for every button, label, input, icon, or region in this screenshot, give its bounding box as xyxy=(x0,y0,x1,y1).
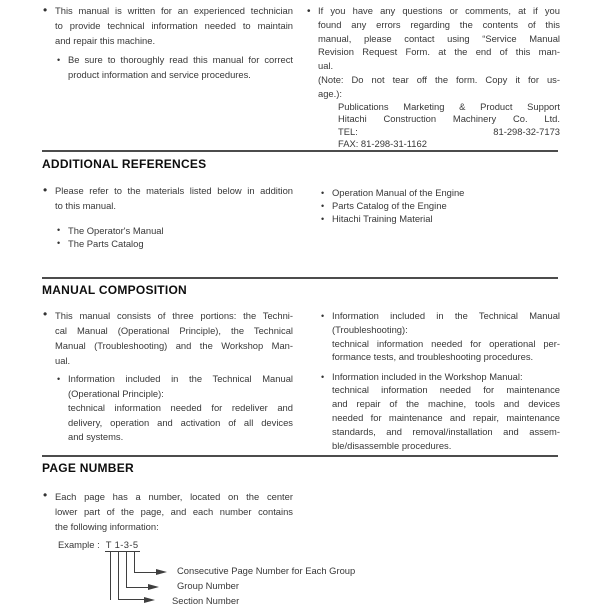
manual-composition-left-column xyxy=(43,308,293,445)
bullet-icon: • xyxy=(57,374,61,384)
manual-composition-subparagraph xyxy=(307,309,560,364)
bullet-icon: • xyxy=(57,224,61,235)
diagram-connector-line xyxy=(126,587,148,588)
bullet-icon: • xyxy=(321,371,325,382)
reference-list-item xyxy=(307,200,560,213)
intro-left-subparagraph-text: Be sure to thoroughly read this manual for correct product information and service procedures. xyxy=(68,54,293,81)
reference-list-item-label: The Operator's Manual xyxy=(68,224,164,236)
reference-list-item-label: The Parts Catalog xyxy=(68,237,144,249)
reference-list-item xyxy=(43,237,293,250)
intro-right-paragraph-text: If you have any questions or comments, at if you found any errors regarding the contents of this manual, please contact using “Service Manual Revision Request Form. at the end of this man- ual. (Note: Do not tear off the form. Copy it for us- age.): xyxy=(318,5,560,99)
additional-references-right-column xyxy=(307,187,560,225)
example-label: Example : xyxy=(58,539,100,550)
diagram-label-section-number: Section Number xyxy=(172,595,240,606)
manual-composition-subparagraph-text: Information included in the Technical Manual (Operational Principle): technical information needed for redeliver and delivery, operation and activation of all devices and systems. xyxy=(68,373,293,443)
intro-left-paragraph-text: This manual is written for an experienced technician to provide technical information needed to maintain and repair this machine. xyxy=(55,5,293,46)
section-divider-rule xyxy=(42,455,558,457)
page-number-paragraph-text: Each page has a number, located on the center lower part of the page, and each number contains the following information: xyxy=(55,491,293,532)
example-code: T 1-3-5 xyxy=(105,539,139,550)
intro-right-column xyxy=(307,4,560,151)
additional-references-left-column xyxy=(43,184,293,250)
intro-left-paragraph xyxy=(43,4,293,48)
intro-left-subparagraph xyxy=(43,53,293,83)
diagram-label-group-number: Group Number xyxy=(177,580,240,591)
diagram-line-section-number xyxy=(118,552,119,600)
diagram-connector-line xyxy=(118,599,144,600)
arrow-right-icon xyxy=(156,569,167,575)
bullet-icon: • xyxy=(43,3,48,17)
bullet-icon: • xyxy=(307,6,311,17)
section-title-additional-references: ADDITIONAL REFERENCES xyxy=(42,157,207,171)
reference-list-item-label: Parts Catalog of the Engine xyxy=(332,199,447,211)
manual-composition-subparagraph-text: Information included in the Technical Manual (Troubleshooting): technical information needed for operational per- formance tests, and troubleshooting procedures. xyxy=(332,310,560,363)
intro-right-paragraph xyxy=(307,4,560,151)
diagram-line-manual-type xyxy=(110,552,111,600)
diagram-label-consecutive-page-number: Consecutive Page Number for Each Group xyxy=(177,565,356,576)
page-number-example xyxy=(58,539,140,550)
page-number-column xyxy=(43,489,293,534)
reference-list-item xyxy=(307,213,560,226)
section-divider-rule xyxy=(42,150,558,152)
page-number-paragraph xyxy=(43,489,293,534)
manual-composition-subparagraph xyxy=(43,372,293,445)
diagram-line-page-number xyxy=(134,552,135,573)
section-title-manual-composition: MANUAL COMPOSITION xyxy=(42,283,187,297)
diagram-connector-line xyxy=(134,572,156,573)
reference-list-item xyxy=(307,187,560,200)
bullet-icon: • xyxy=(43,488,48,502)
bullet-icon: • xyxy=(43,307,48,321)
section-divider-rule xyxy=(42,277,558,279)
reference-list-item-label: Hitachi Training Material xyxy=(332,212,433,224)
section-title-page-number: PAGE NUMBER xyxy=(42,461,134,475)
arrow-right-icon xyxy=(144,597,155,603)
arrow-right-icon xyxy=(148,584,159,590)
bullet-icon: • xyxy=(321,311,325,321)
bullet-icon: • xyxy=(57,55,61,66)
manual-composition-right-column xyxy=(307,309,560,452)
intro-left-column xyxy=(43,4,293,83)
bullet-icon: • xyxy=(57,237,61,248)
additional-references-paragraph-text: Please refer to the materials listed below in addition to this manual. xyxy=(55,185,293,211)
bullet-icon: • xyxy=(321,188,325,198)
manual-composition-paragraph-text: This manual consists of three portions: the Techni- cal Manual (Operational Principle), the Technical Manual (Troubleshooting) and the Workshop Man- ual. xyxy=(55,310,293,366)
bullet-icon: • xyxy=(321,213,325,224)
manual-composition-subparagraph xyxy=(307,370,560,453)
reference-list-item-label: Operation Manual of the Engine xyxy=(332,187,465,198)
contact-address-block: Publications Marketing & Product Support Hitachi Construction Machinery Co. Ltd. TEL: 81-298-32-7173 FAX: 81-298-31-1162 xyxy=(338,100,560,150)
reference-list-item xyxy=(43,224,293,237)
diagram-line-group-number xyxy=(126,552,127,588)
manual-composition-subparagraph-text: Information included in the Workshop Manual: technical information needed for maintenance and repair of the machine, tools and devices needed for maintenance and repair, maintenance standards, and removal/installation and assem- ble/disassemble procedures. xyxy=(332,370,560,451)
bullet-icon: • xyxy=(43,183,48,197)
additional-references-paragraph xyxy=(43,184,293,214)
bullet-icon: • xyxy=(321,200,325,211)
manual-composition-paragraph xyxy=(43,308,293,368)
